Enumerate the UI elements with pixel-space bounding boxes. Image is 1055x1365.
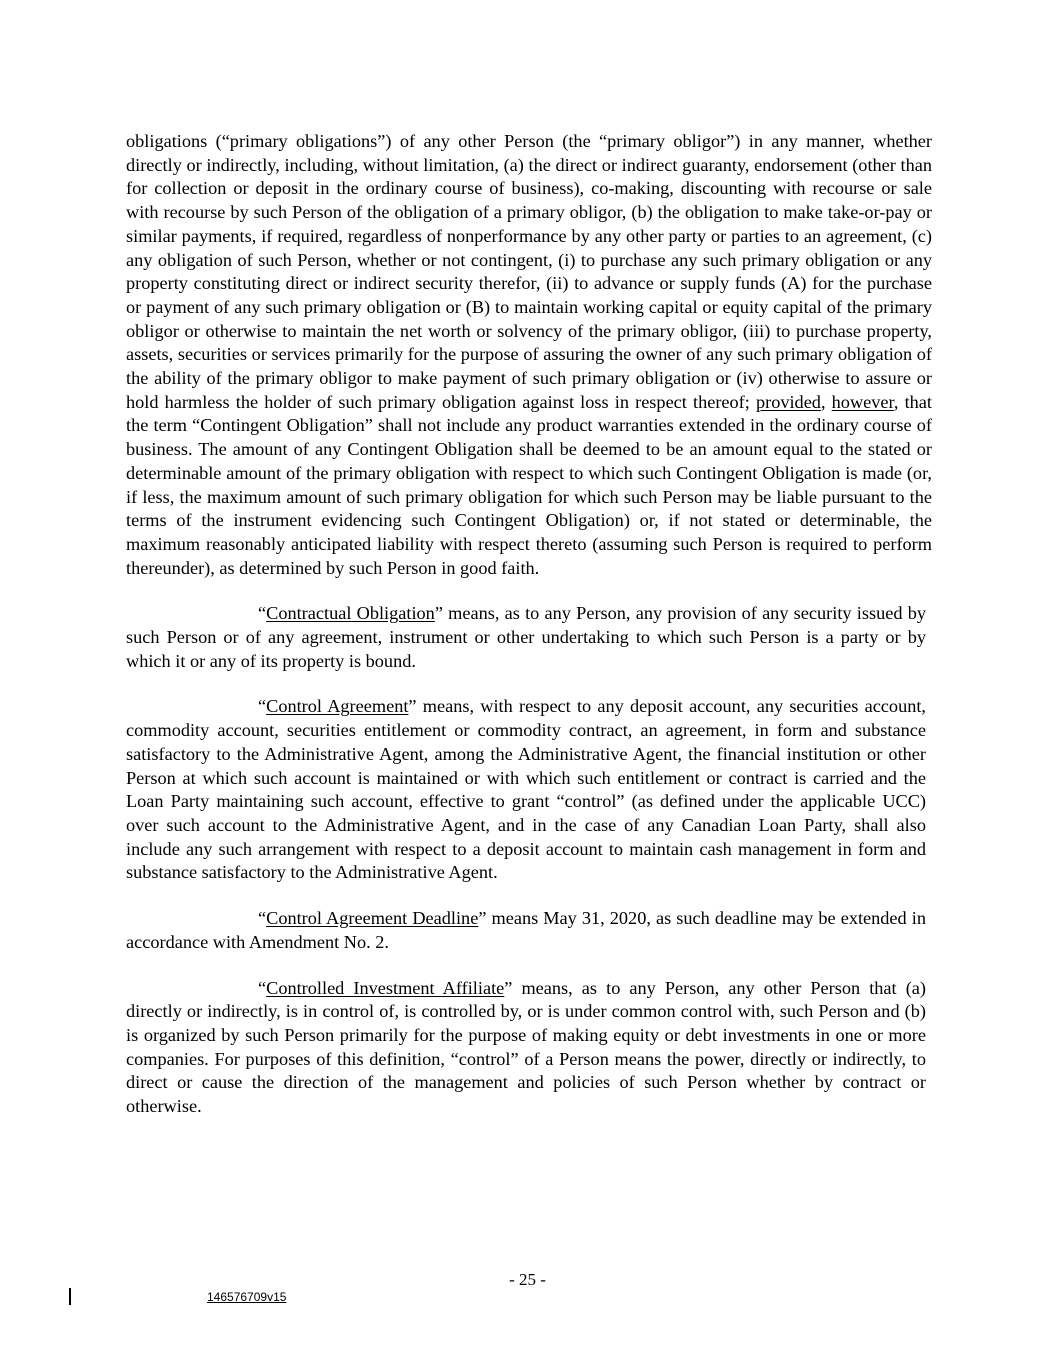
defined-term: Control Agreement	[266, 696, 409, 717]
document-id: 146576709v15	[207, 1290, 287, 1304]
open-quote: “	[258, 977, 267, 998]
definition-text: ” means, with respect to any deposit account, any securities account, commodity account, securities entitlement or commodity contract, an agreement, in form and substance satisfactory to the Administrative Agent, among the Administrative Agent, the financial institution or other Person at which such account is maintained or with which such entitlement or contract is carried and the Loan Party maintaining such account, effective to grant “control” (as defined under the applicable UCC) over such account to the Administrative Agent, and in the case of any Canadian Loan Party, shall also include any such arrangement with respect to a deposit account to maintain cash management in form and substance satisfactory to the Administrative Agent.	[126, 696, 926, 883]
page-number: - 25 -	[509, 1270, 546, 1289]
paragraph-text: obligations (“primary obligations”) of any other Person (the “primary obligor”) in any manner, whether directly or indirectly, including, without limitation, (a) the direct or indirect guaranty, endorsement (other than for collection or deposit in the ordinary course of business), co-making, discounting with recourse or sale with recourse by such Person of the obligation of a primary obligor, (b) the obligation to make take-or-pay or similar payments, if required, regardless of nonperformance by any other party or parties to an agreement, (c) any obligation of such Person, whether or not contingent, (i) to purchase any such primary obligation or any property constituting direct or indirect security therefor, (ii) to advance or supply funds (A) for the purchase or payment of any such primary obligation or (B) to maintain working capital or equity capital of the primary obligor or otherwise to maintain the net worth or solvency of the primary obligor, (iii) to purchase property, assets, securities or services primarily for the purpose of assuring the owner of any such primary obligation of the ability of the primary obligor to make payment of such primary obligation or (iv) otherwise to assure or hold harmless the holder of such primary obligation against loss in respect thereof;	[126, 131, 932, 412]
provided-term: provided	[755, 391, 821, 412]
definition-control-agreement-deadline	[126, 907, 926, 954]
definition-contractual-obligation	[126, 602, 926, 673]
definition-controlled-investment-affiliate	[126, 977, 926, 1119]
document-body	[126, 130, 932, 1141]
definition-text: ” means May 31, 2020, as such deadline may be extended in accordance with Amendment No. 2.	[126, 908, 926, 952]
revision-bar	[69, 1288, 71, 1305]
definition-control-agreement	[126, 695, 926, 885]
open-quote: “	[258, 908, 267, 929]
however-term: however	[831, 391, 894, 412]
defined-term: Contractual Obligation	[266, 603, 435, 624]
defined-term: Controlled Investment Affiliate	[266, 977, 505, 998]
open-quote: “	[258, 696, 267, 717]
definition-text: ” means, as to any Person, any other Person that (a) directly or indirectly, is in control of, is controlled by, or is under common control with, such Person and (b) is organized by such Person primarily for the purpose of making equity or debt investments in one or more companies. For purposes of this definition, “control” of a Person means the power, directly or indirectly, to direct or cause the direction of the management and policies of such Person whether by contract or otherwise.	[126, 977, 926, 1117]
paragraph-text: , that the term “Contingent Obligation” shall not include any product warranties extended in the ordinary course of business. The amount of any Contingent Obligation shall be deemed to be an amount equal to the stated or determinable amount of the primary obligation with respect to which such Contingent Obligation is made (or, if less, the maximum amount of such primary obligation for which such Person may be liable pursuant to the terms of the instrument evidencing such Contingent Obligation) or, if not stated or determinable, the maximum reasonably anticipated liability with respect thereto (assuming such Person is required to perform thereunder), as determined by such Person in good faith.	[126, 391, 932, 578]
paragraph-contingent-obligation	[126, 130, 932, 580]
comma: ,	[820, 391, 832, 412]
definition-text: ” means, as to any Person, any provision of any security issued by such Person or of any agreement, instrument or other undertaking to which such Person is a party or by which it or any of its property is bound.	[126, 603, 926, 671]
open-quote: “	[258, 603, 267, 624]
defined-term: Control Agreement Deadline	[266, 908, 479, 929]
